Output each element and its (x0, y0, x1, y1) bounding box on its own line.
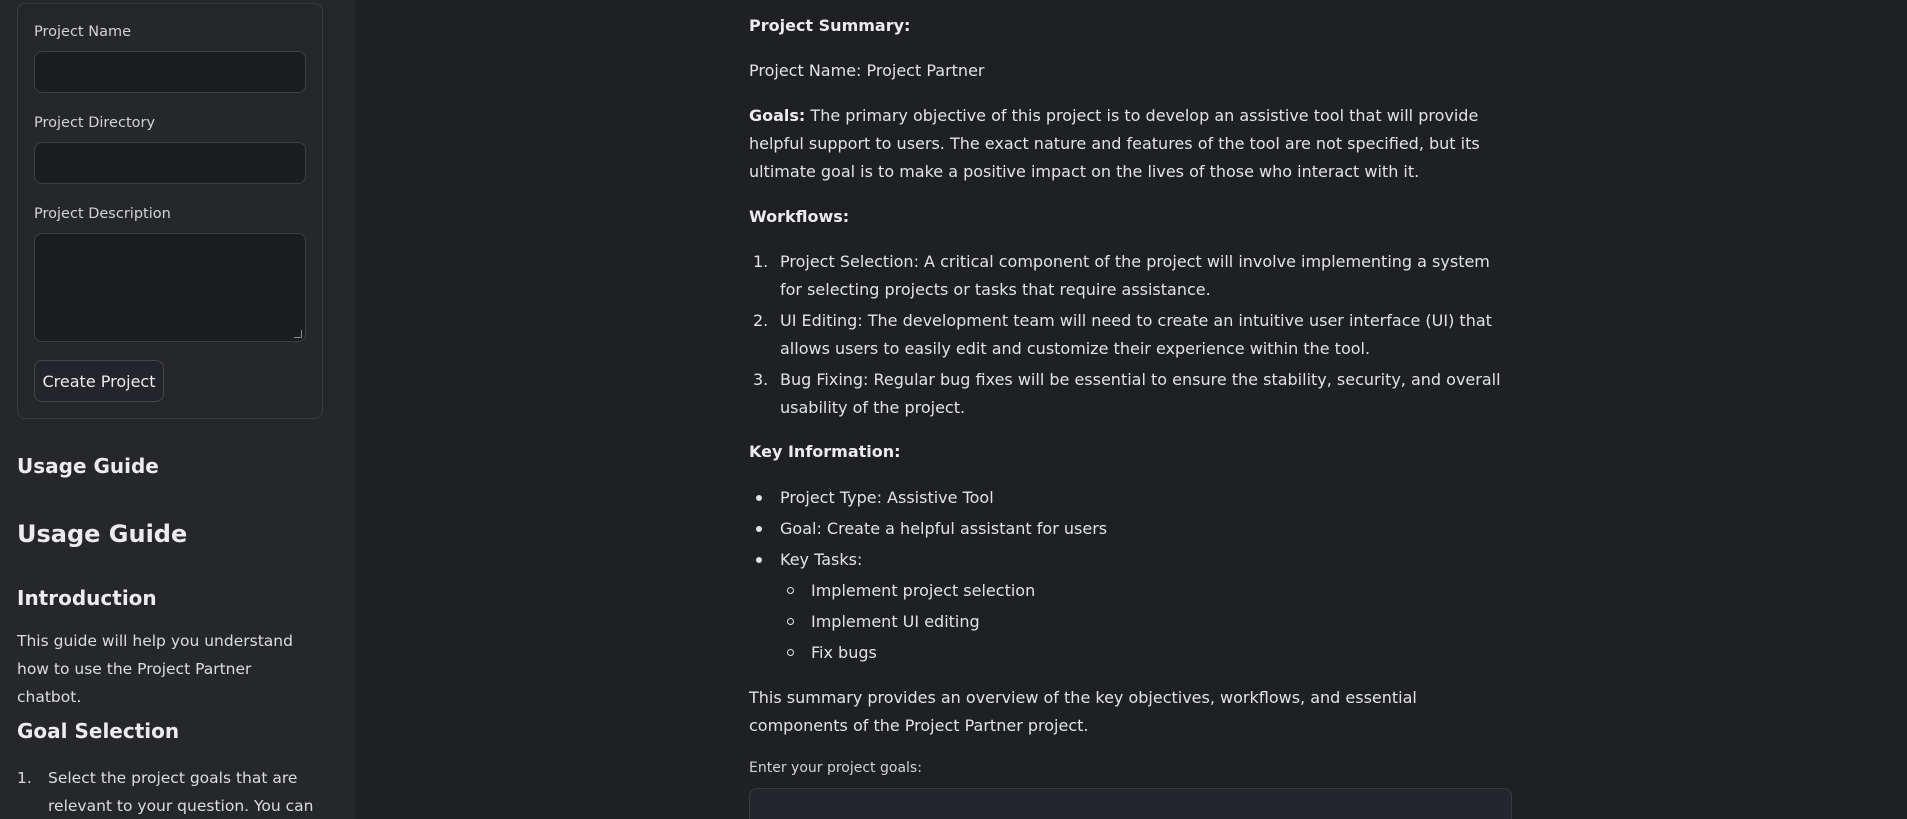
project-name-input[interactable] (34, 51, 306, 93)
item-text: Fix bugs (811, 643, 877, 662)
item-number: 2. (753, 311, 769, 330)
item-text: Bug Fixing: Regular bug fixes will be essential to ensure the stability, security, and overall usability of the project. (780, 370, 1501, 417)
sidebar (0, 0, 355, 819)
main-area (355, 0, 1907, 819)
goals-input-label: Enter your project goals: (749, 760, 922, 776)
project-description-textarea[interactable] (34, 233, 306, 342)
circle-bullet-icon (787, 618, 794, 625)
item-text: Project Type: Assistive Tool (780, 488, 994, 507)
usage-guide-heading-small: Usage Guide (17, 454, 159, 478)
create-project-form (17, 3, 323, 419)
item-text: Implement project selection (811, 581, 1036, 600)
goals-label: Goals: (749, 106, 806, 125)
circle-bullet-icon (787, 649, 794, 656)
item-text: UI Editing: The development team will need to create an intuitive user interface (UI) that allows users to easily edit and customize their experience within the tool. (780, 311, 1492, 358)
goals-input[interactable] (749, 788, 1512, 819)
create-project-button[interactable]: Create Project (34, 360, 164, 402)
project-description-label: Project Description (34, 206, 171, 222)
item-text: Key Tasks: (780, 550, 863, 569)
item-text: Project Selection: A critical component of the project will involve implementing a system for selecting projects or tasks that require assistance. (780, 252, 1490, 299)
project-directory-input[interactable] (34, 142, 306, 184)
key-information-heading: Key Information: (749, 442, 901, 461)
item-text: Implement UI editing (811, 612, 980, 631)
step-number: 1. (17, 769, 32, 787)
step-text: Select the project goals that are relevant to your question. You can (48, 769, 314, 815)
usage-guide-heading: Usage Guide (17, 520, 188, 548)
closing-paragraph: This summary provides an overview of the key objectives, workflows, and essential components of the Project Partner project. (749, 688, 1417, 735)
introduction-heading: Introduction (17, 586, 157, 610)
project-name-line: Project Name: Project Partner (749, 61, 985, 80)
bullet-icon (756, 557, 762, 563)
summary-heading: Project Summary: (749, 16, 911, 35)
goals-paragraph (749, 102, 1519, 186)
item-number: 3. (753, 370, 769, 389)
project-name-label: Project Name (34, 24, 131, 40)
bullet-icon (756, 495, 762, 501)
goals-text: The primary objective of this project is to develop an assistive tool that will provide helpful support to users. The exact nature and features of the tool are not specified, but its ultimate goal is to make a positive impact on the lives of those who interact with it. (749, 106, 1480, 181)
introduction-text: This guide will help you understand how to use the Project Partner chatbot. (17, 632, 293, 706)
circle-bullet-icon (787, 587, 794, 594)
resize-handle-icon[interactable] (294, 330, 302, 338)
bullet-icon (756, 526, 762, 532)
goal-selection-heading: Goal Selection (17, 719, 180, 743)
item-text: Goal: Create a helpful assistant for users (780, 519, 1108, 538)
item-number: 1. (753, 252, 769, 271)
workflows-heading: Workflows: (749, 207, 850, 226)
project-directory-label: Project Directory (34, 115, 156, 131)
